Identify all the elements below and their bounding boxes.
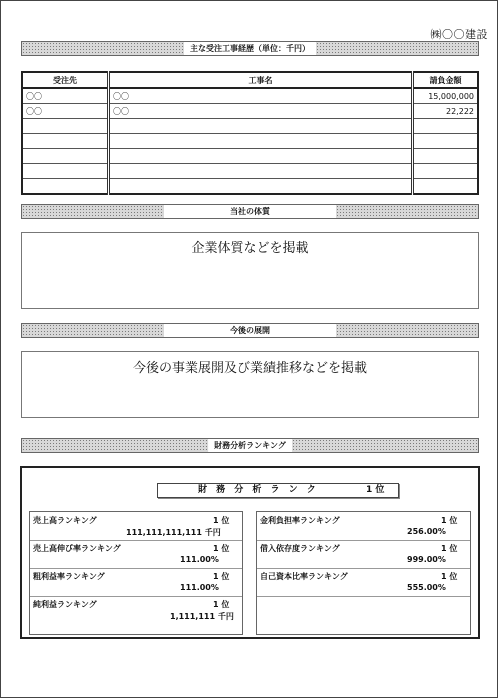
cell-client: 〇〇	[22, 88, 109, 104]
cell-client: 〇〇	[22, 104, 109, 119]
ranking-item-rank: 1 位	[441, 572, 458, 581]
cell-project: 〇〇	[109, 104, 413, 119]
future-text: 今後の事業展開及び業績推移などを掲載	[132, 361, 367, 376]
ranking-item-rank: 1 位	[213, 516, 230, 525]
ranking-item-label: 借入依存度ランキング	[260, 544, 340, 553]
ranking-item-empty	[257, 596, 470, 624]
ranking-item-label: 金利負担率ランキング	[260, 516, 340, 525]
cell-client	[22, 179, 109, 195]
company-name: ㈱〇〇建設	[430, 28, 488, 41]
table-row	[22, 88, 478, 104]
ranking-item-rank: 1 位	[441, 544, 458, 553]
band-hatch-left	[22, 205, 164, 218]
table-row	[22, 119, 478, 134]
ranking-item-rank: 1 位	[213, 544, 230, 553]
works-table	[21, 71, 479, 195]
ranking-item-rank: 1 位	[213, 572, 230, 581]
band-hatch-right	[336, 324, 478, 337]
works-section-title: 主な受注工事経歴（単位：千円）	[184, 42, 316, 55]
constitution-text: 企業体質などを掲載	[191, 241, 309, 256]
cell-client	[22, 134, 109, 149]
ranking-section-header	[21, 438, 479, 453]
band-hatch-left	[22, 324, 164, 337]
ranking-item-label: 純利益ランキング	[33, 600, 97, 609]
ranking-item-label: 自己資本比率ランキング	[260, 572, 348, 581]
table-row	[22, 164, 478, 179]
cell-amount	[413, 179, 479, 195]
column-header-client: 受注先	[22, 72, 109, 88]
works-table-header-row	[22, 72, 478, 88]
ranking-item-value: 256.00%	[407, 527, 446, 536]
ranking-item-rank: 1 位	[213, 600, 230, 609]
table-row	[22, 134, 478, 149]
ranking-item-value: 999.00%	[407, 555, 446, 564]
cell-amount: 15,000,000	[413, 88, 479, 104]
ranking-item-label: 売上高伸び率ランキング	[33, 544, 121, 553]
cell-amount	[413, 164, 479, 179]
table-row	[22, 149, 478, 164]
cell-amount	[413, 149, 479, 164]
constitution-section-title: 当社の体質	[224, 205, 276, 218]
future-section-header	[21, 323, 479, 338]
ranking-item-value: 111,111,111,111 千円	[126, 528, 221, 537]
ranking-item	[257, 512, 470, 541]
cell-client	[22, 164, 109, 179]
cell-project	[109, 164, 413, 179]
future-section-title: 今後の展開	[224, 324, 276, 337]
cell-project	[109, 179, 413, 195]
cell-amount: 22,222	[413, 104, 479, 119]
future-textbox	[21, 351, 479, 418]
ranking-item-label: 売上高ランキング	[33, 516, 97, 525]
ranking-section-title: 財務分析ランキング	[208, 439, 292, 452]
ranking-item	[30, 512, 242, 541]
ranking-item-value: 555.00%	[407, 583, 446, 592]
works-section-header	[21, 41, 479, 56]
cell-project	[109, 134, 413, 149]
ranking-item-value: 111.00%	[180, 555, 219, 564]
constitution-section-header	[21, 204, 479, 219]
ranking-item	[30, 568, 242, 597]
ranking-item	[30, 596, 242, 624]
ranking-item	[30, 540, 242, 569]
table-row	[22, 179, 478, 195]
financial-rank-box	[157, 483, 399, 498]
ranking-item	[257, 568, 470, 597]
financial-rank-value: 1 位	[366, 485, 385, 495]
financial-rank-label: 財 務 分 析 ラ ン ク	[198, 485, 319, 495]
ranking-item-label: 粗利益率ランキング	[33, 572, 105, 581]
cell-project	[109, 149, 413, 164]
ranking-item	[257, 540, 470, 569]
column-header-project: 工事名	[109, 72, 413, 88]
cell-amount	[413, 119, 479, 134]
ranking-panel-left	[29, 511, 243, 635]
constitution-textbox	[21, 232, 479, 309]
cell-amount	[413, 134, 479, 149]
cell-project: 〇〇	[109, 88, 413, 104]
column-header-amount: 請負金額	[413, 72, 479, 88]
cell-client	[22, 149, 109, 164]
table-row	[22, 104, 478, 119]
band-hatch-right	[336, 205, 478, 218]
cell-project	[109, 119, 413, 134]
ranking-panel-right	[256, 511, 471, 635]
ranking-item-rank: 1 位	[441, 516, 458, 525]
ranking-item-value: 1,111,111 千円	[170, 612, 234, 621]
cell-client	[22, 119, 109, 134]
ranking-item-value: 111.00%	[180, 583, 219, 592]
